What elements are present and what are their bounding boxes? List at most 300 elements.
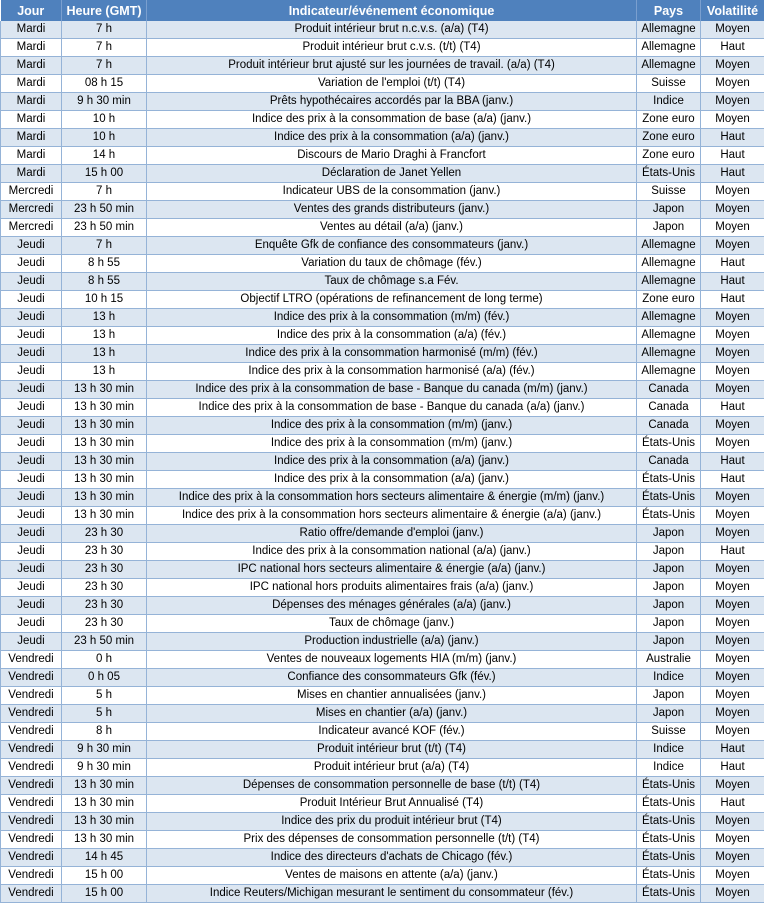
cell-day: Vendredi [1,795,62,813]
cell-day: Vendredi [1,705,62,723]
table-row [1,327,764,345]
cell-time: 8 h 55 [62,273,147,291]
cell-country: États-Unis [637,471,701,489]
cell-day: Vendredi [1,885,62,903]
cell-indicator: Produit intérieur brut (a/a) (T4) [147,759,637,777]
cell-volatility: Moyen [701,93,764,111]
cell-indicator: Ventes au détail (a/a) (janv.) [147,219,637,237]
table-row [1,507,764,525]
cell-country: Japon [637,201,701,219]
cell-time: 13 h [62,327,147,345]
table-row [1,273,764,291]
cell-volatility: Haut [701,273,764,291]
cell-day: Jeudi [1,345,62,363]
cell-country: Suisse [637,183,701,201]
cell-indicator: Dépenses de consommation personnelle de base (t/t) (T4) [147,777,637,795]
header-row [1,0,764,21]
cell-time: 13 h 30 min [62,471,147,489]
cell-volatility: Moyen [701,561,764,579]
cell-country: Canada [637,381,701,399]
cell-time: 7 h [62,21,147,39]
cell-indicator: Variation du taux de chômage (fév.) [147,255,637,273]
cell-time: 15 h 00 [62,165,147,183]
cell-day: Jeudi [1,399,62,417]
table-row [1,813,764,831]
cell-indicator: Ventes des grands distributeurs (janv.) [147,201,637,219]
cell-day: Vendredi [1,867,62,885]
cell-volatility: Haut [701,291,764,309]
cell-indicator: Indice des directeurs d'achats de Chicago (fév.) [147,849,637,867]
table-row [1,183,764,201]
cell-volatility: Moyen [701,21,764,39]
cell-day: Vendredi [1,849,62,867]
cell-country: Zone euro [637,111,701,129]
cell-volatility: Moyen [701,111,764,129]
table-row [1,255,764,273]
cell-country: États-Unis [637,507,701,525]
table-row [1,201,764,219]
cell-indicator: Produit intérieur brut n.c.v.s. (a/a) (T4) [147,21,637,39]
cell-day: Jeudi [1,597,62,615]
table-row [1,291,764,309]
cell-time: 23 h 30 [62,543,147,561]
cell-day: Mardi [1,21,62,39]
cell-time: 13 h 30 min [62,507,147,525]
cell-time: 10 h 15 [62,291,147,309]
cell-country: Allemagne [637,39,701,57]
cell-volatility: Moyen [701,345,764,363]
cell-country: Japon [637,525,701,543]
cell-country: Japon [637,543,701,561]
table-row [1,687,764,705]
table-row [1,795,764,813]
header-volatility: Volatilité [701,0,764,21]
table-row [1,111,764,129]
cell-time: 10 h [62,129,147,147]
cell-country: États-Unis [637,813,701,831]
cell-time: 13 h 30 min [62,453,147,471]
cell-time: 15 h 00 [62,885,147,903]
table-row [1,885,764,903]
table-row [1,417,764,435]
cell-country: Allemagne [637,327,701,345]
cell-time: 13 h 30 min [62,777,147,795]
cell-volatility: Moyen [701,777,764,795]
table-row [1,651,764,669]
cell-country: Canada [637,453,701,471]
cell-day: Vendredi [1,669,62,687]
table-row [1,525,764,543]
cell-time: 8 h 55 [62,255,147,273]
cell-day: Jeudi [1,489,62,507]
cell-volatility: Moyen [701,705,764,723]
cell-time: 23 h 30 [62,579,147,597]
table-row [1,615,764,633]
cell-country: Zone euro [637,147,701,165]
cell-indicator: Indice des prix à la consommation harmonisé (m/m) (fév.) [147,345,637,363]
cell-indicator: Variation de l'emploi (t/t) (T4) [147,75,637,93]
cell-day: Mercredi [1,183,62,201]
cell-day: Jeudi [1,543,62,561]
cell-indicator: Indice des prix du produit intérieur brut (T4) [147,813,637,831]
table-row [1,219,764,237]
cell-time: 23 h 50 min [62,219,147,237]
cell-volatility: Moyen [701,417,764,435]
cell-time: 7 h [62,183,147,201]
cell-country: Japon [637,219,701,237]
table-row [1,129,764,147]
cell-time: 23 h 50 min [62,201,147,219]
cell-indicator: Produit intérieur brut ajusté sur les journées de travail. (a/a) (T4) [147,57,637,75]
table-row [1,237,764,255]
cell-indicator: Indice Reuters/Michigan mesurant le sentiment du consommateur (fév.) [147,885,637,903]
cell-country: États-Unis [637,777,701,795]
table-row [1,93,764,111]
cell-volatility: Haut [701,255,764,273]
cell-indicator: Production industrielle (a/a) (janv.) [147,633,637,651]
cell-volatility: Haut [701,795,764,813]
cell-indicator: Produit intérieur brut (t/t) (T4) [147,741,637,759]
cell-time: 13 h 30 min [62,795,147,813]
cell-day: Mardi [1,129,62,147]
cell-day: Vendredi [1,651,62,669]
cell-volatility: Moyen [701,75,764,93]
cell-day: Jeudi [1,309,62,327]
cell-volatility: Moyen [701,831,764,849]
cell-volatility: Moyen [701,813,764,831]
table-row [1,759,764,777]
table-row [1,309,764,327]
cell-indicator: Indice des prix à la consommation de base - Banque du canada (a/a) (janv.) [147,399,637,417]
table-body [1,21,764,903]
cell-day: Jeudi [1,579,62,597]
cell-indicator: Indice des prix à la consommation de base (a/a) (janv.) [147,111,637,129]
cell-volatility: Haut [701,759,764,777]
header-indicator: Indicateur/événement économique [147,0,637,21]
cell-day: Vendredi [1,687,62,705]
cell-day: Jeudi [1,273,62,291]
cell-day: Vendredi [1,777,62,795]
cell-day: Jeudi [1,633,62,651]
cell-time: 7 h [62,39,147,57]
cell-time: 15 h 00 [62,867,147,885]
cell-volatility: Haut [701,543,764,561]
cell-country: Japon [637,561,701,579]
cell-day: Vendredi [1,723,62,741]
cell-country: États-Unis [637,435,701,453]
cell-time: 0 h 05 [62,669,147,687]
cell-volatility: Moyen [701,381,764,399]
cell-volatility: Haut [701,129,764,147]
cell-volatility: Moyen [701,849,764,867]
table-row [1,489,764,507]
cell-time: 23 h 30 [62,525,147,543]
cell-country: Allemagne [637,309,701,327]
table-row [1,561,764,579]
cell-indicator: Indicateur avancé KOF (fév.) [147,723,637,741]
cell-day: Jeudi [1,507,62,525]
cell-time: 0 h [62,651,147,669]
cell-time: 13 h 30 min [62,813,147,831]
cell-country: États-Unis [637,849,701,867]
cell-volatility: Moyen [701,687,764,705]
cell-volatility: Moyen [701,885,764,903]
cell-indicator: Indice des prix à la consommation (a/a) (janv.) [147,471,637,489]
cell-time: 10 h [62,111,147,129]
cell-volatility: Moyen [701,219,764,237]
cell-volatility: Moyen [701,579,764,597]
cell-country: Canada [637,417,701,435]
cell-country: Allemagne [637,255,701,273]
table-row [1,867,764,885]
table-row [1,597,764,615]
table-row [1,57,764,75]
cell-indicator: Discours de Mario Draghi à Francfort [147,147,637,165]
cell-volatility: Moyen [701,57,764,75]
cell-volatility: Moyen [701,669,764,687]
table-row [1,39,764,57]
cell-volatility: Moyen [701,867,764,885]
cell-day: Mardi [1,147,62,165]
cell-country: Allemagne [637,345,701,363]
cell-indicator: Ventes de maisons en attente (a/a) (janv.) [147,867,637,885]
cell-day: Jeudi [1,381,62,399]
cell-day: Jeudi [1,363,62,381]
cell-country: Indice [637,669,701,687]
table-row [1,471,764,489]
cell-day: Mardi [1,39,62,57]
cell-indicator: Mises en chantier annualisées (janv.) [147,687,637,705]
cell-country: Allemagne [637,363,701,381]
cell-volatility: Haut [701,399,764,417]
cell-time: 13 h 30 min [62,417,147,435]
cell-indicator: Indice des prix à la consommation (m/m) (fév.) [147,309,637,327]
table-header [1,0,764,21]
cell-country: États-Unis [637,489,701,507]
cell-day: Jeudi [1,417,62,435]
cell-volatility: Haut [701,165,764,183]
cell-country: États-Unis [637,165,701,183]
cell-country: Japon [637,615,701,633]
cell-day: Jeudi [1,525,62,543]
cell-time: 8 h [62,723,147,741]
cell-day: Mardi [1,57,62,75]
cell-indicator: Enquête Gfk de confiance des consommateurs (janv.) [147,237,637,255]
cell-indicator: Déclaration de Janet Yellen [147,165,637,183]
cell-volatility: Moyen [701,237,764,255]
cell-day: Jeudi [1,327,62,345]
cell-indicator: Taux de chômage (janv.) [147,615,637,633]
cell-day: Jeudi [1,615,62,633]
cell-volatility: Moyen [701,435,764,453]
cell-indicator: Confiance des consommateurs Gfk (fév.) [147,669,637,687]
cell-time: 7 h [62,237,147,255]
cell-country: États-Unis [637,885,701,903]
cell-volatility: Haut [701,741,764,759]
cell-volatility: Moyen [701,597,764,615]
table-row [1,705,764,723]
cell-indicator: Prêts hypothécaires accordés par la BBA (janv.) [147,93,637,111]
cell-indicator: Indice des prix à la consommation hors secteurs alimentaire & énergie (m/m) (janv.) [147,489,637,507]
table-row [1,453,764,471]
cell-volatility: Haut [701,147,764,165]
cell-volatility: Moyen [701,633,764,651]
cell-time: 23 h 30 [62,615,147,633]
cell-volatility: Moyen [701,723,764,741]
table-row [1,831,764,849]
cell-time: 13 h 30 min [62,381,147,399]
cell-time: 14 h [62,147,147,165]
cell-day: Vendredi [1,813,62,831]
cell-time: 9 h 30 min [62,93,147,111]
cell-time: 5 h [62,705,147,723]
cell-indicator: Dépenses des ménages générales (a/a) (janv.) [147,597,637,615]
cell-country: Zone euro [637,291,701,309]
cell-country: États-Unis [637,795,701,813]
cell-volatility: Moyen [701,507,764,525]
table-row [1,723,764,741]
table-row [1,363,764,381]
cell-indicator: Indice des prix à la consommation (m/m) (janv.) [147,435,637,453]
cell-day: Mardi [1,75,62,93]
cell-volatility: Haut [701,471,764,489]
cell-time: 13 h 30 min [62,489,147,507]
cell-country: Japon [637,687,701,705]
cell-time: 08 h 15 [62,75,147,93]
cell-volatility: Moyen [701,525,764,543]
cell-indicator: Produit Intérieur Brut Annualisé (T4) [147,795,637,813]
cell-time: 23 h 30 [62,561,147,579]
cell-country: Allemagne [637,57,701,75]
cell-volatility: Moyen [701,363,764,381]
header-country: Pays [637,0,701,21]
cell-country: États-Unis [637,831,701,849]
cell-indicator: Indice des prix à la consommation (m/m) (janv.) [147,417,637,435]
cell-indicator: Indice des prix à la consommation (a/a) (janv.) [147,129,637,147]
cell-indicator: Indice des prix à la consommation national (a/a) (janv.) [147,543,637,561]
cell-volatility: Moyen [701,183,764,201]
cell-country: Suisse [637,723,701,741]
table-row [1,165,764,183]
cell-day: Jeudi [1,471,62,489]
cell-indicator: Indice des prix à la consommation hors secteurs alimentaire & énergie (a/a) (janv.) [147,507,637,525]
table-row [1,741,764,759]
cell-country: Japon [637,597,701,615]
cell-indicator: Indice des prix à la consommation (a/a) (janv.) [147,453,637,471]
cell-indicator: Produit intérieur brut c.v.s. (t/t) (T4) [147,39,637,57]
cell-country: Zone euro [637,129,701,147]
cell-country: Indice [637,759,701,777]
cell-time: 14 h 45 [62,849,147,867]
cell-day: Vendredi [1,759,62,777]
cell-indicator: Indice des prix à la consommation de base - Banque du canada (m/m) (janv.) [147,381,637,399]
table-row [1,579,764,597]
cell-time: 23 h 50 min [62,633,147,651]
cell-volatility: Haut [701,453,764,471]
cell-time: 23 h 30 [62,597,147,615]
cell-country: Japon [637,633,701,651]
header-day: Jour [1,0,62,21]
table-row [1,399,764,417]
cell-indicator: Indice des prix à la consommation harmonisé (a/a) (fév.) [147,363,637,381]
cell-day: Vendredi [1,831,62,849]
cell-country: Indice [637,93,701,111]
cell-indicator: IPC national hors produits alimentaires frais (a/a) (janv.) [147,579,637,597]
cell-time: 13 h 30 min [62,831,147,849]
table-row [1,435,764,453]
cell-indicator: Indicateur UBS de la consommation (janv.) [147,183,637,201]
cell-day: Jeudi [1,453,62,471]
cell-indicator: Prix des dépenses de consommation personnelle (t/t) (T4) [147,831,637,849]
cell-country: Australie [637,651,701,669]
cell-day: Jeudi [1,255,62,273]
table-row [1,849,764,867]
table-row [1,75,764,93]
cell-time: 13 h [62,345,147,363]
cell-volatility: Haut [701,39,764,57]
cell-indicator: Ventes de nouveaux logements HIA (m/m) (janv.) [147,651,637,669]
cell-day: Mardi [1,165,62,183]
table-row [1,669,764,687]
cell-time: 5 h [62,687,147,705]
cell-volatility: Moyen [701,201,764,219]
table-row [1,147,764,165]
cell-country: Indice [637,741,701,759]
cell-volatility: Moyen [701,489,764,507]
cell-country: Suisse [637,75,701,93]
cell-day: Jeudi [1,561,62,579]
cell-time: 9 h 30 min [62,741,147,759]
cell-time: 13 h 30 min [62,435,147,453]
cell-day: Jeudi [1,237,62,255]
cell-country: Allemagne [637,21,701,39]
cell-volatility: Moyen [701,615,764,633]
cell-country: États-Unis [637,867,701,885]
cell-country: Japon [637,579,701,597]
cell-country: Allemagne [637,273,701,291]
cell-time: 7 h [62,57,147,75]
cell-indicator: Ratio offre/demande d'emploi (janv.) [147,525,637,543]
cell-time: 9 h 30 min [62,759,147,777]
table-row [1,21,764,39]
cell-day: Mardi [1,111,62,129]
cell-time: 13 h 30 min [62,399,147,417]
cell-day: Jeudi [1,435,62,453]
cell-time: 13 h [62,309,147,327]
cell-indicator: Mises en chantier (a/a) (janv.) [147,705,637,723]
cell-volatility: Moyen [701,651,764,669]
table-row [1,633,764,651]
table-row [1,543,764,561]
cell-day: Vendredi [1,741,62,759]
cell-country: Allemagne [637,237,701,255]
cell-indicator: Taux de chômage s.a Fév. [147,273,637,291]
cell-day: Mercredi [1,201,62,219]
cell-day: Jeudi [1,291,62,309]
cell-indicator: IPC national hors secteurs alimentaire & énergie (a/a) (janv.) [147,561,637,579]
cell-day: Mardi [1,93,62,111]
table-row [1,345,764,363]
cell-volatility: Moyen [701,327,764,345]
cell-day: Mercredi [1,219,62,237]
cell-country: Japon [637,705,701,723]
cell-volatility: Moyen [701,309,764,327]
cell-country: Canada [637,399,701,417]
cell-time: 13 h [62,363,147,381]
cell-indicator: Objectif LTRO (opérations de refinancement de long terme) [147,291,637,309]
table-row [1,777,764,795]
header-time: Heure (GMT) [62,0,147,21]
